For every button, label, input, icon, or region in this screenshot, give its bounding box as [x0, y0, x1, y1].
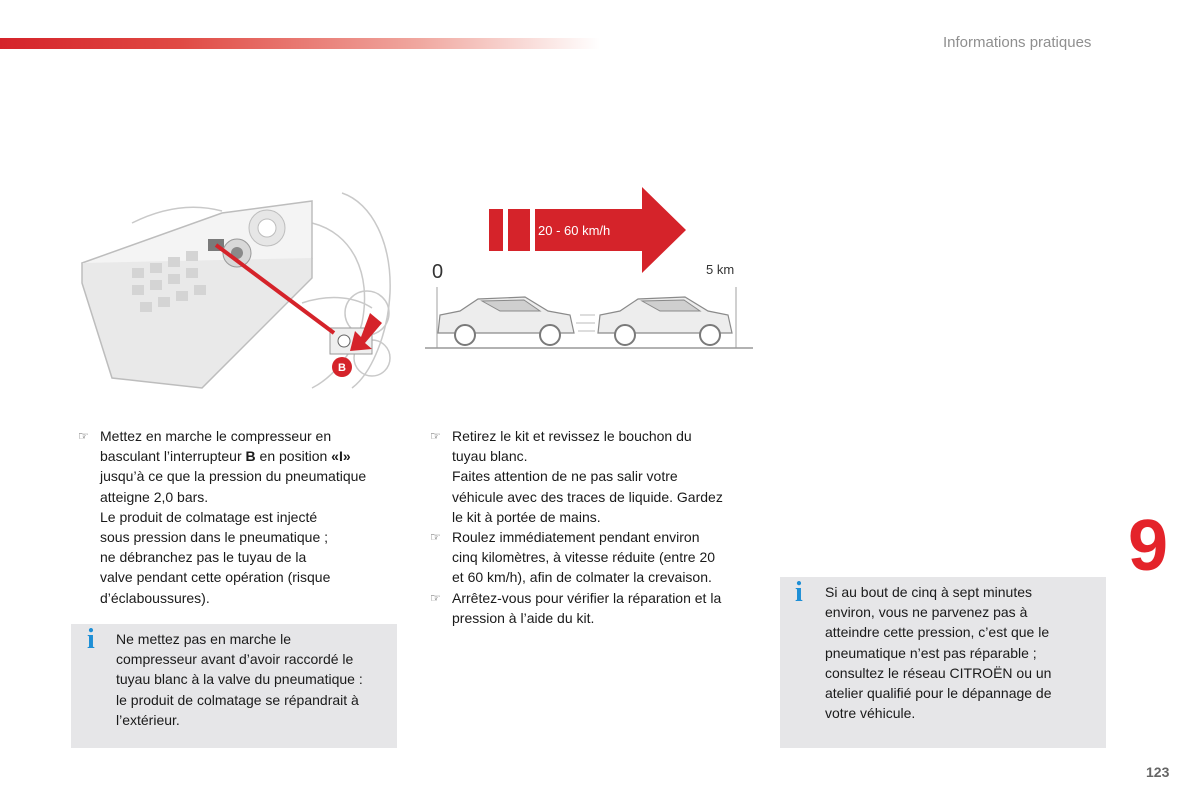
text-line: pression à l’aide du kit. [452, 609, 595, 626]
text-line: Arrêtez-vous pour vérifier la réparation et la [452, 589, 722, 606]
car-motion-icon [576, 297, 732, 345]
pointing-hand-icon: ☞ [430, 530, 441, 545]
text-line: atteigne 2,0 bars. [100, 488, 209, 505]
text-line: l’extérieur. [116, 711, 180, 728]
text-line: et 60 km/h), afin de colmater la crevaison. [452, 569, 712, 586]
info-note-pressure [780, 577, 1106, 748]
note-text [825, 582, 1100, 723]
switch-b-ref: B [245, 448, 256, 465]
car-start-icon [438, 297, 574, 345]
pointing-hand-icon: ☞ [430, 590, 441, 605]
text-line: atteindre cette pression, c’est que le [825, 624, 1050, 641]
list-item [430, 588, 760, 628]
callout-b-label: B [338, 362, 346, 374]
text-line [100, 446, 398, 466]
info-icon: i [87, 624, 95, 655]
text-line: Mettez en marche le compresseur en [100, 428, 332, 444]
text-span: basculant l’interrupteur [100, 448, 246, 465]
text-span: en position [255, 448, 332, 465]
instructions-column-1 [78, 426, 398, 608]
text-line: environ, vous ne parvenez pas à [825, 604, 1028, 621]
text-line: compresseur avant d’avoir raccordé le [116, 651, 354, 668]
text-line: Le produit de colmatage est injecté [100, 508, 318, 525]
instructions-column-2 [430, 426, 760, 628]
text-line: atelier qualifié pour le dépannage de [825, 685, 1052, 702]
header-accent-bar [0, 38, 600, 49]
text-line: Ne mettez pas en marche le [116, 631, 292, 647]
list-item [78, 426, 398, 608]
text-line: Si au bout de cinq à sept minutes [825, 584, 1033, 600]
text-line: jusqu’à ce que la pression du pneumatique [100, 468, 367, 485]
text-line: tuyau blanc. [452, 448, 528, 465]
text-line: Retirez le kit et revissez le bouchon du [452, 428, 692, 444]
text-line: le produit de colmatage se répandrait à [116, 691, 359, 708]
text-line: sous pression dans le pneumatique ; [100, 529, 329, 546]
text-line: consultez le réseau CITROËN ou un [825, 664, 1052, 681]
chapter-number: 9 [1128, 506, 1169, 586]
page-number: 123 [1146, 764, 1170, 780]
text-line: véhicule avec des traces de liquide. Gardez [452, 488, 723, 505]
pointing-hand-icon: ☞ [430, 429, 441, 443]
text-line: pneumatique n’est pas réparable ; [825, 644, 1037, 661]
text-line: Faites attention de ne pas salir votre [452, 468, 678, 485]
drive-diagram-illustration [420, 183, 755, 353]
text-line: le kit à portée de mains. [452, 508, 601, 525]
text-line: ne débranchez pas le tuyau de la [100, 549, 307, 566]
switch-position-ref: «I» [331, 448, 351, 465]
info-icon: i [795, 577, 803, 608]
speed-label: 20 - 60 km/h [538, 223, 611, 238]
text-line: d’éclaboussures). [100, 589, 210, 606]
list-item [430, 426, 760, 527]
text-line: valve pendant cette opération (risque [100, 569, 331, 586]
text-line: tuyau blanc à la valve du pneumatique : [116, 671, 363, 688]
list-item [430, 527, 760, 588]
pointing-hand-icon: ☞ [78, 429, 89, 443]
start-label: 0 [432, 261, 444, 283]
text-line: cinq kilomètres, à vitesse réduite (entre 20 [452, 549, 716, 566]
text-line: votre véhicule. [825, 705, 916, 722]
compressor-kit-illustration [72, 183, 398, 391]
text-line: Roulez immédiatement pendant environ [452, 529, 700, 546]
note-text [116, 629, 391, 730]
info-note-compressor [71, 624, 397, 748]
distance-label: 5 km [706, 262, 735, 277]
section-title: Informations pratiques [943, 34, 1092, 51]
